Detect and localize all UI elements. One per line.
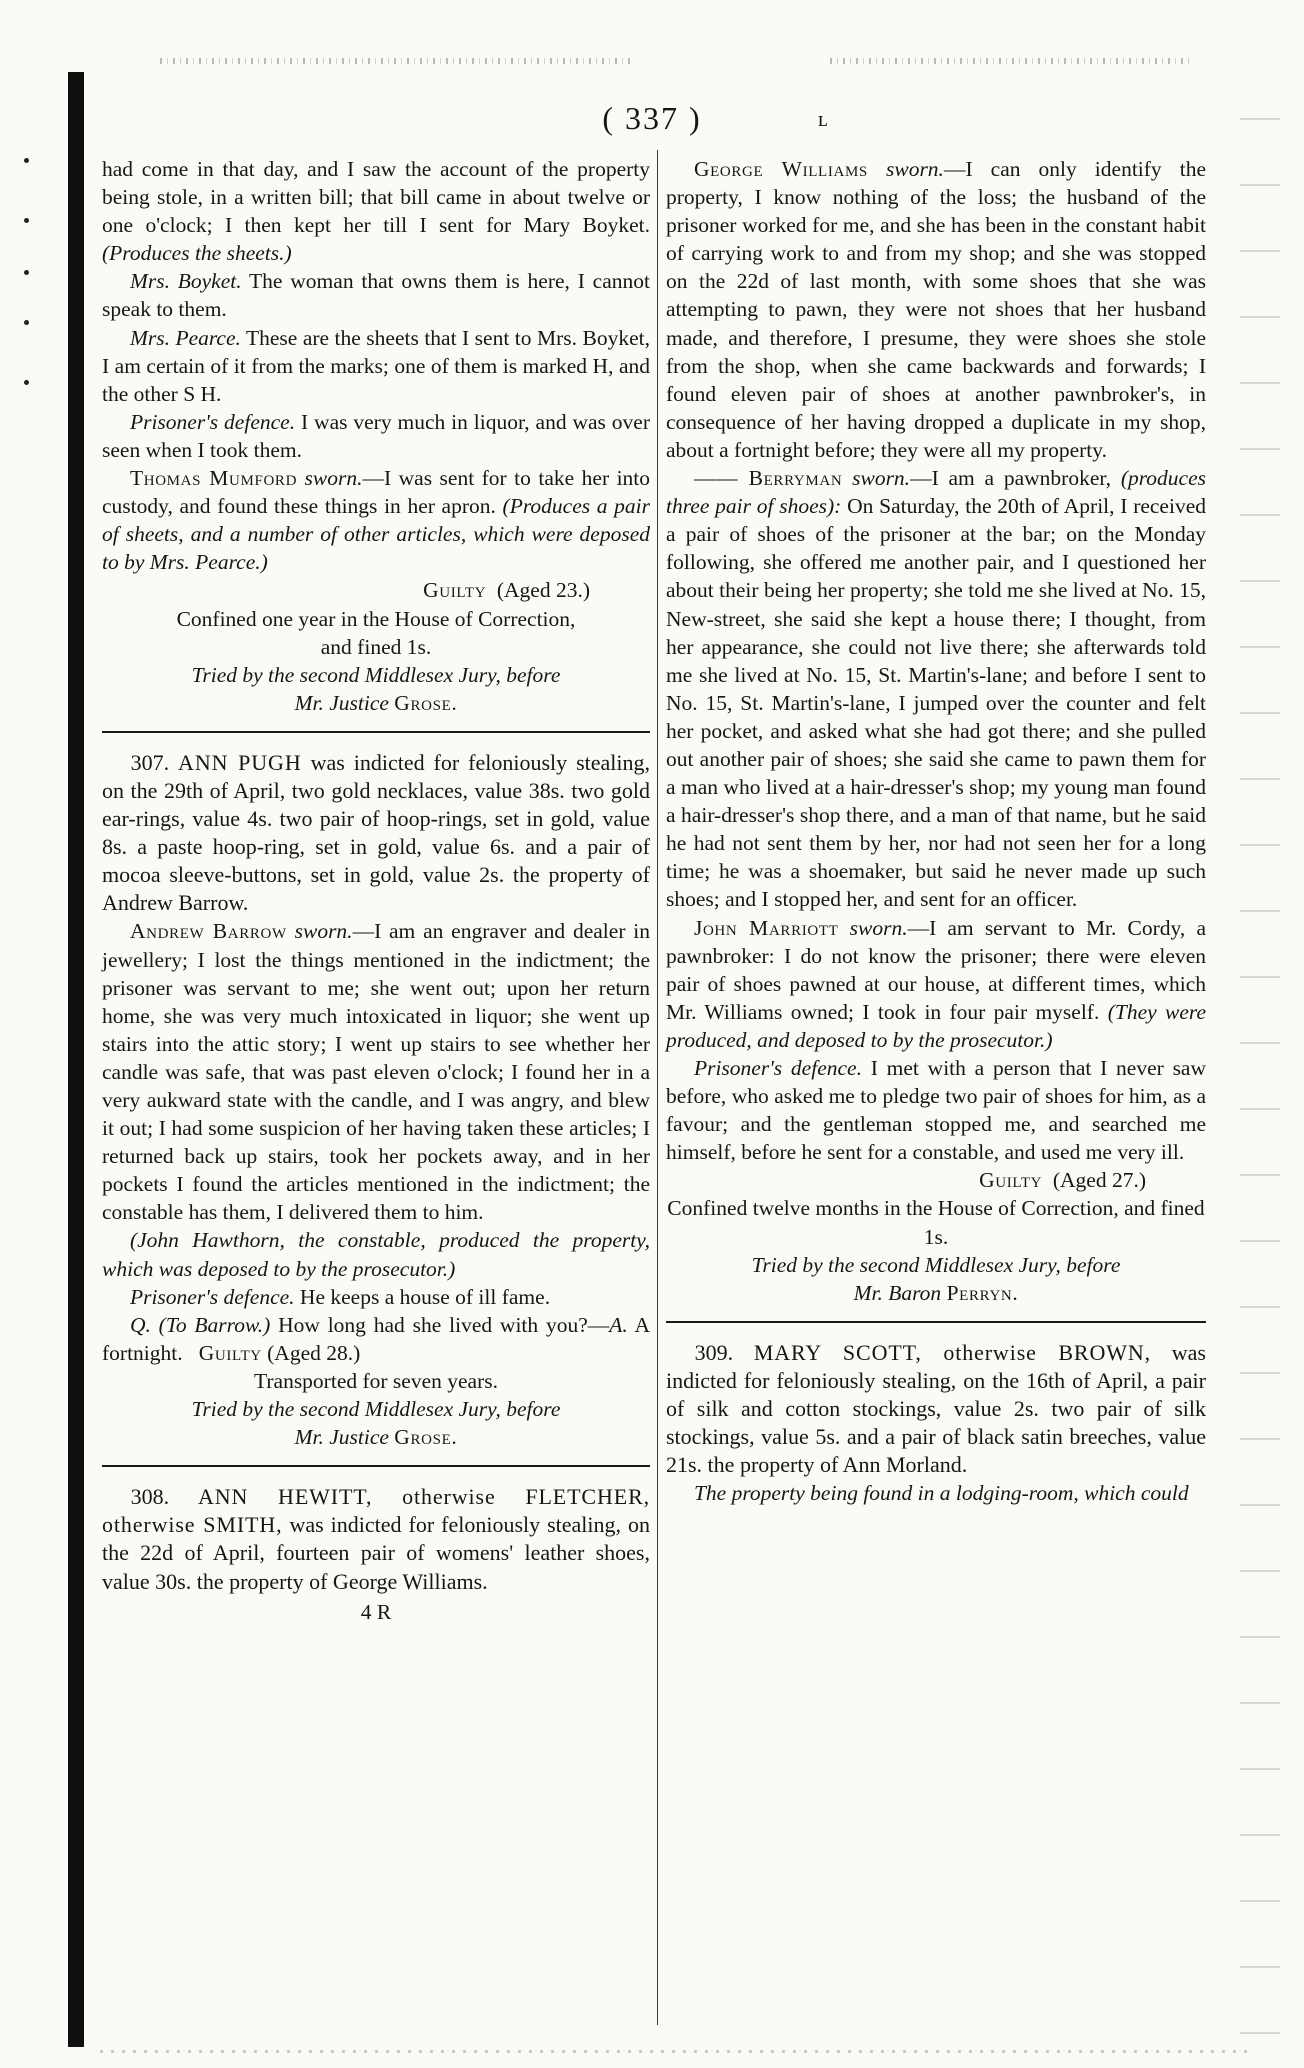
tried-by: Tried by the second Middlesex Jury, before Mr. Baron Perryn.: [751, 1252, 1121, 1305]
scan-edge-shadow: [68, 72, 84, 2047]
paragraph: —— Berryman sworn.—I am a pawnbroker, (produces three pair of shoes): On Saturday, the 20th of April, I received a pair of shoes of the prisoner at the bar; on the Monday following, she offered me another pair, and I questioned her about their being her property; she told me she lived at No. 15, New-street, she said she kept a house there; I thought, from her appearance, she could not live there; she afterwards told me she lived at No. 15, St. Martin's-lane; and before I sent to No. 15, St. Martin's-lane, I jumped over the counter and felt her pocket, and asked what she had got there; and she pulled out another pair of shoes; she said she came to pawn them for a man who lived at a hair-dresser's shop; my young man found a hair-dresser's shop there, and a man of that name, but he said he had not sent them by her, nor had not seen her for a long time; he was a shoemaker, but said he never made up such shoes; and I stopped her, and sent for an officer.: [666, 466, 1207, 912]
bottom-scan-noise: [100, 2050, 1250, 2053]
sentence: Confined twelve months in the House of Correction, and fined 1s.: [667, 1196, 1205, 1249]
sentence: Confined one year in the House of Correction, and fined 1s.: [176, 606, 576, 659]
case-309: 309. MARY SCOTT, otherwise BROWN, was indicted for feloniously stealing, on the 16th of April, a pair of silk and cotton stockings, value 2s. two pair of silk stockings, value 5s. and a pair of black satin breeches, value 21s. the property of Ann Morland.: [666, 1339, 1206, 1478]
margin-mark: ʟ: [818, 106, 830, 131]
case-308: 308. ANN HEWITT, otherwise FLETCHER, otherwise SMITH, was indicted for feloniously stealing, on the 22d of April, fourteen pair of womens' leather shoes, value 30s. the property of George Williams.: [102, 1484, 651, 1594]
left-column: [102, 155, 650, 1626]
paragraph: Mrs. Pearce. These are the sheets that I sent to Mrs. Boyket, I am certain of it from the marks; one of them is marked H, and the other S H.: [102, 325, 650, 406]
margin-specks: [20, 150, 34, 410]
verdict: Guilty (Aged 23.): [423, 578, 590, 603]
paragraph: had come in that day, and I saw the account of the property being stole, in a written bill; that bill came in about twelve or one o'clock; I then kept her till I sent for Mary Boyket. (Produces the sheets.): [102, 157, 650, 266]
paragraph: Andrew Barrow sworn.—I am an engraver and dealer in jewellery; I lost the things mentioned in the indictment; the prisoner was servant to me; she went out; upon her return home, she was very much intoxicated in liquor; she went up stairs into the attic story; I went up stairs to see whether her candle was safe, that was past eleven o'clock; I found her in a very aukward state with the candle, and I was angry, and blew it out; I had some suspicion of her having taken these articles; I returned back up stairs, took her pockets away, and in her pockets I found the articles mentioned in the indictment; the constable has them, I delivered them to him.: [102, 919, 651, 1225]
case-rule: [102, 731, 650, 733]
column-divider: [657, 150, 658, 2025]
right-edge-specks: [1240, 80, 1280, 2040]
paragraph: Prisoner's defence. He keeps a house of ill fame.: [129, 1284, 551, 1309]
sentence: Transported for seven years.: [253, 1368, 498, 1393]
page-number: ( 337 ) ʟ: [602, 100, 830, 136]
paragraph: Mrs. Boyket. The woman that owns them is here, I cannot speak to them.: [102, 269, 650, 322]
tried-by: Tried by the second Middlesex Jury, before Mr. Justice Grose.: [191, 662, 561, 715]
paragraph: Q. (To Barrow.) How long had she lived with you?—A. A fortnight. Guilty (Aged 28.): [102, 1312, 650, 1365]
paragraph: Prisoner's defence. I was very much in liquor, and was over seen when I took them.: [102, 409, 651, 462]
paragraph: George Williams sworn.—I can only identify the property, I know nothing of the loss; the husband of the prisoner worked for me, and she has been in the constant habit of carrying work to and from my shop; and she was stopped on the 22d of last month, with some shoes that she was attempting to pawn, they were not shoes that her husband made, and therefore, I presume, they were shoes she stole from the shop, when she came backwards and forwards; I found eleven pair of shoes at another pawnbroker's, in consequence of her having dropped a duplicate in my shop, about a fortnight before; they were all my property.: [666, 157, 1207, 462]
top-scan-noise: [160, 58, 630, 64]
verdict: Guilty (Aged 27.): [979, 1168, 1146, 1193]
paragraph: (John Hawthorn, the constable, produced the property, which was deposed to by the prosecutor.): [102, 1228, 650, 1281]
case-rule: [666, 1321, 1206, 1323]
case-rule: [102, 1465, 650, 1467]
paragraph: Thomas Mumford sworn.—I was sent for to take her into custody, and found these things in her apron. (Produces a pair of sheets, and a number of other articles, which were deposed to by Mrs. Pearce.): [102, 466, 651, 575]
top-scan-noise: [830, 58, 1190, 64]
paragraph: The property being found in a lodging-room, which could: [693, 1481, 1189, 1506]
tried-by: Tried by the second Middlesex Jury, before Mr. Justice Grose.: [191, 1397, 561, 1450]
case-307: 307. ANN PUGH was indicted for feloniously stealing, on the 29th of April, two gold necklaces, value 38s. two gold ear-rings, value 4s. two pair of hoop-rings, set in gold, value 8s. a paste hoop-ring, set in gold, value 6s. and a pair of mocoa sleeve-buttons, set in gold, value 2s. the property of Andrew Barrow.: [102, 749, 651, 916]
signature-mark: 4 R: [360, 1599, 392, 1624]
right-column: [666, 155, 1206, 1507]
paragraph: John Marriott sworn.—I am servant to Mr. Cordy, a pawnbroker: I do not know the prisoner; there were eleven pair of shoes pawned at our house, at different times, which Mr. Williams owned; I took in four pair myself. (They were produced, and deposed to by the prosecutor.): [666, 915, 1207, 1052]
paragraph: Prisoner's defence. I met with a person that I never saw before, who asked me to pledge two pair of shoes for him, as a favour; and the gentleman stopped me, and searched me himself, before he sent for a constable, and used me very ill.: [666, 1056, 1206, 1165]
